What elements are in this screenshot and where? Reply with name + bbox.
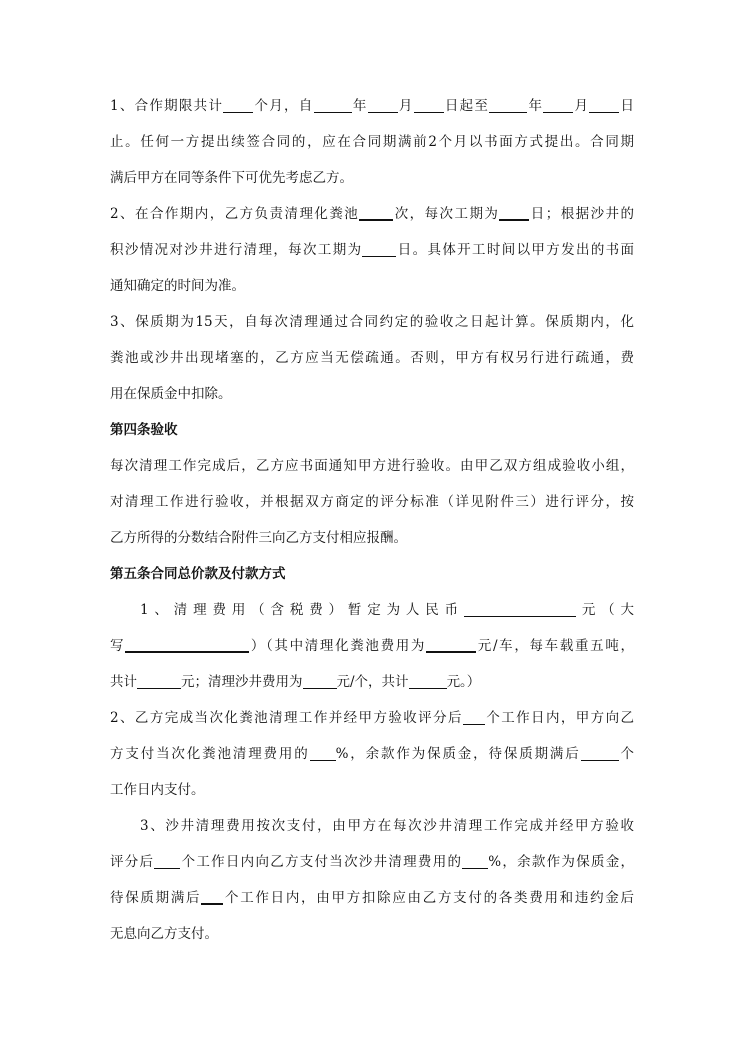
- text: 日。具体开工时间以甲方发出的书面: [396, 242, 634, 258]
- cleaning-line-2: [110, 232, 634, 268]
- text: 个工作日内，甲方向乙: [484, 710, 634, 726]
- well-percent-blank: [462, 854, 488, 869]
- cleaning-line-1: [110, 196, 634, 232]
- text: %，余款作为保质金，: [488, 854, 634, 870]
- cleaning-line-3: 通知确定的时间为准。: [110, 278, 245, 294]
- percent-blank: [310, 746, 336, 761]
- tank-total-blank: [137, 674, 181, 689]
- end-month-blank: [543, 98, 573, 113]
- text: 元。）: [446, 674, 481, 690]
- text: 共计: [110, 674, 137, 690]
- text: 日；根据沙井的: [529, 206, 634, 222]
- text: %，余款作为保质金，待保质期满后: [335, 746, 581, 762]
- text: 月: [573, 98, 590, 114]
- per-truck-blank: [426, 637, 476, 653]
- price-line-2: [110, 628, 634, 664]
- payment2-line-3: 工作日内支付。: [110, 782, 205, 798]
- end-day-blank: [589, 98, 619, 113]
- amount-blank: [464, 602, 576, 617]
- work-days-blank: [499, 205, 529, 221]
- well-days-blank: [362, 242, 396, 257]
- payment3-line-2: [110, 844, 634, 880]
- months-blank: [223, 98, 253, 113]
- text: 月: [397, 98, 414, 114]
- text: 2、在合作期内，乙方负责清理化粪池: [110, 206, 360, 222]
- text: 写: [110, 638, 126, 654]
- text: 元/车，每车载重五吨，: [476, 638, 634, 654]
- price-line-1: [110, 592, 634, 628]
- warranty-line-3: 用在保质金中扣除。: [110, 386, 232, 402]
- text: 元；清理沙井费用为: [181, 674, 303, 690]
- text: 元/个，共计: [336, 674, 409, 690]
- payment-days-blank: [463, 710, 485, 725]
- payment3-line-3: [110, 880, 634, 916]
- text: 待保质期满后: [110, 890, 202, 906]
- term-line-1: [110, 88, 634, 124]
- text: 1、清理费用（含税费）暂定为人民币: [140, 602, 464, 618]
- text: 个工作日内，由甲方扣除应由乙方支付的各类费用和违约金后: [223, 890, 634, 906]
- text: 日起至: [443, 98, 490, 114]
- article4-heading: 第四条验收: [110, 422, 178, 438]
- end-year-blank: [489, 98, 527, 113]
- article5-heading: 第五条合同总价款及付款方式: [110, 566, 286, 582]
- article4-line-1: 每次清理工作完成后，乙方应书面通知甲方进行验收。由甲乙双方组成验收小组，: [110, 458, 634, 474]
- text: 个工作日内向乙方支付当次沙井清理费用的: [180, 854, 463, 870]
- text: 方支付当次化粪池清理费用的: [110, 746, 310, 762]
- warranty-line-2: 粪池或沙井出现堵塞的，乙方应当无偿疏通。否则，甲方有权另行进行疏通，费: [110, 350, 634, 366]
- well-total-blank: [409, 674, 447, 689]
- per-well-blank: [303, 674, 337, 689]
- text: ）（其中清理化粪池费用为: [249, 638, 427, 654]
- well-payment-days-blank: [154, 854, 180, 869]
- article4-line-3: 乙方所得的分数结合附件三向乙方支付相应报酬。: [110, 530, 407, 546]
- cleaning-times-blank: [359, 205, 393, 221]
- text: 元（大: [575, 602, 634, 618]
- warranty-line-1: 3、保质期为15天，自每次清理通过合同约定的验收之日起计算。保质期内，化: [110, 314, 634, 330]
- payment2-line-2: [110, 736, 634, 772]
- amount-words-blank: [125, 637, 249, 653]
- text: 评分后: [110, 854, 155, 870]
- text: 积沙情况对沙井进行清理，每次工期为: [110, 242, 363, 258]
- text: 个: [618, 746, 634, 762]
- start-day-blank: [414, 98, 444, 113]
- well-deposit-days-blank: [201, 889, 223, 905]
- text: 次，每次工期为: [393, 206, 500, 222]
- payment3-line-1: 3、沙井清理费用按次支付，由甲方在每次沙井清理工作完成并经甲方验收: [140, 818, 634, 834]
- payment3-line-4: 无息向乙方支付。: [110, 926, 218, 942]
- start-year-blank: [314, 98, 352, 113]
- payment2-line-1: [110, 700, 634, 736]
- deposit-days-blank: [581, 746, 619, 761]
- contract-page: [110, 88, 634, 952]
- article4-line-2: 对清理工作进行验收，并根据双方商定的评分标准（详见附件三）进行评分，按: [110, 494, 634, 510]
- text: 年: [527, 98, 544, 114]
- price-line-3: [110, 664, 634, 700]
- text: 2、乙方完成当次化粪池清理工作并经甲方验收评分后: [110, 710, 463, 726]
- start-month-blank: [368, 98, 398, 113]
- term-line-2: 止。任何一方提出续签合同的，应在合同期满前2个月以书面方式提出。合同期: [110, 134, 634, 150]
- text: 日: [619, 98, 634, 114]
- text: 个月，自: [253, 98, 314, 114]
- text: 年: [351, 98, 368, 114]
- text: 1、合作期限共计: [110, 98, 224, 114]
- term-line-3: 满后甲方在同等条件下可优先考虑乙方。: [110, 170, 353, 186]
